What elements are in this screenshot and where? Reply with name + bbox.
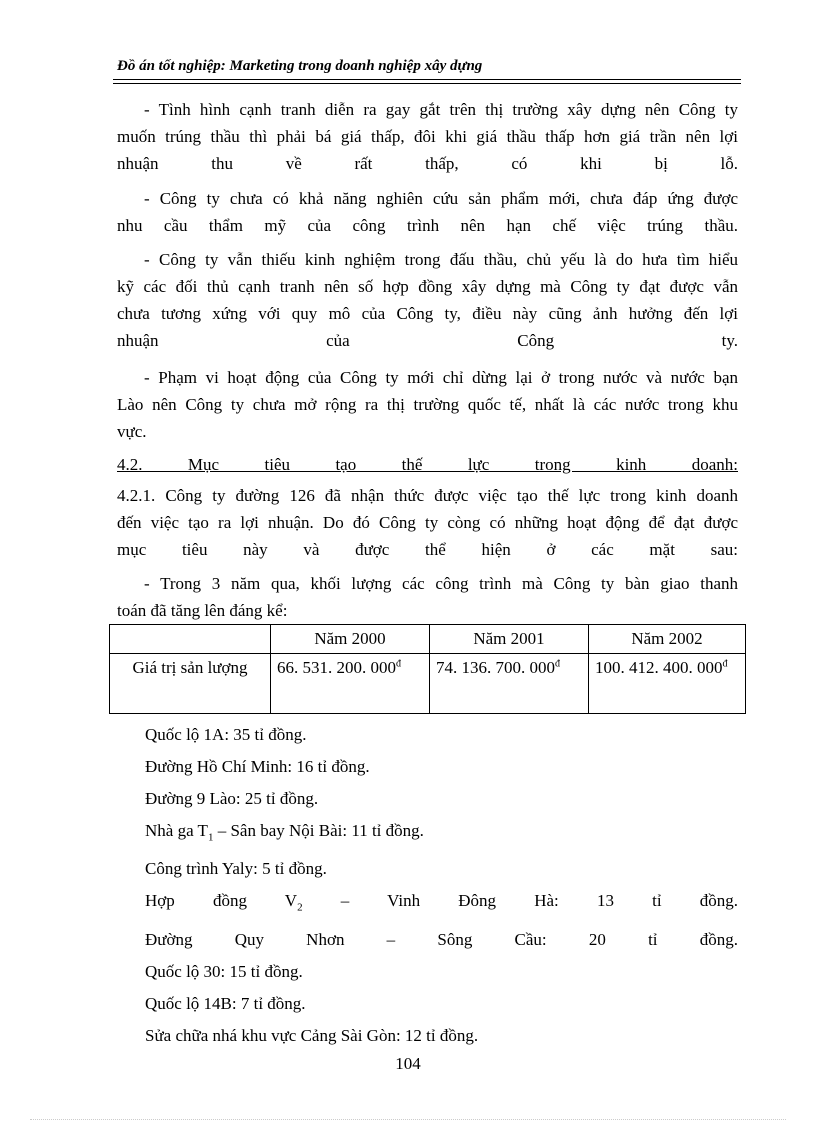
currency-symbol: đ — [555, 658, 560, 670]
header-rule — [113, 79, 741, 80]
subscript: 2 — [297, 901, 303, 914]
list-item-text: Nhà ga T — [145, 821, 208, 840]
running-header: Đồ án tốt nghiệp: Marketing trong doanh nghiệp xây dựng — [117, 58, 483, 74]
text-line: Lào nên Công ty chưa mở rộng ra thị trường quốc tế, nhất là các nước trong khu — [117, 395, 738, 414]
list-item-text: – Sân bay Nội Bài: 11 tỉ đồng. — [213, 821, 424, 840]
text-line: muốn trúng thầu thì phải bá giá thấp, đôi khi giá thầu thấp hơn giá trần nên lợi — [117, 127, 738, 146]
text-line: - Công ty vẫn thiếu kinh nghiệm trong đấu thầu, chủ yếu là do hưa tìm hiểu — [144, 250, 738, 269]
list-item: Quốc lộ 14B: 7 tỉ đồng. — [145, 993, 306, 1013]
value-2000: 66. 531. 200. 000 — [277, 658, 396, 677]
section-heading — [117, 451, 738, 478]
table-header-row — [110, 625, 746, 654]
table-header-cell: Năm 2002 — [589, 625, 746, 654]
table-row — [110, 654, 746, 714]
paragraph-scope — [117, 364, 738, 445]
text-line: - Tình hình cạnh tranh diễn ra gay gắt trên thị trường xây dựng nên Công ty — [144, 100, 738, 119]
list-item: Đường Hồ Chí Minh: 16 tỉ đồng. — [145, 757, 370, 776]
list-item: Quốc lộ 30: 15 tỉ đồng. — [145, 961, 303, 981]
list-item: Quốc lộ 1A: 35 tỉ đồng. — [145, 725, 307, 744]
text-line: mục tiêu này và được thể hiện ở các mặt sau: — [117, 540, 738, 559]
paragraph-experience — [117, 246, 738, 354]
list-item-text: Hợp đồng V — [145, 891, 298, 911]
table-row-label: Giá trị sản lượng — [110, 654, 271, 714]
value-2001: 74. 136. 700. 000 — [436, 658, 555, 677]
text-line: 4.2.1. Công ty đường 126 đã nhận thức được việc tạo thế lực trong kinh doanh — [117, 486, 738, 505]
list-item — [145, 815, 738, 853]
table-header-cell: Năm 2001 — [430, 625, 589, 654]
text-line: nhuận của Công ty. — [117, 331, 738, 350]
list-item: Đường Quy Nhơn – Sông Cầu: 20 tỉ đồng. — [145, 929, 738, 949]
list-item: Sửa chữa nhá khu vực Cảng Sài Gòn: 12 tỉ đồng. — [145, 1025, 479, 1045]
table-cell — [271, 654, 430, 714]
text-line: - Trong 3 năm qua, khối lượng các công trình mà Công ty bàn giao thanh — [144, 574, 738, 593]
table-header-cell: Năm 2000 — [271, 625, 430, 654]
currency-symbol: đ — [396, 658, 401, 670]
text-line: - Công ty chưa có khả năng nghiên cứu sản phẩm mới, chưa đáp ứng được — [144, 189, 738, 208]
table-cell — [430, 654, 589, 714]
list-item: Đường 9 Lào: 25 tỉ đồng. — [145, 789, 319, 808]
table-header-cell — [110, 625, 271, 654]
header-rule-double — [113, 83, 741, 84]
list-item: Công trình Yaly: 5 tỉ đồng. — [145, 859, 327, 879]
paragraph-volume — [117, 570, 738, 624]
paragraph-goals — [117, 482, 738, 563]
text-line: kỹ các đối thủ cạnh tranh nên số hợp đồng xây dựng mà Công ty đạt được vẫn — [117, 277, 738, 296]
text-line: vực. — [117, 422, 147, 441]
subscript: 1 — [207, 831, 214, 844]
section-heading-text: 4.2. Mục tiêu tạo thế lực trong kinh doanh: — [117, 455, 738, 474]
project-list — [145, 719, 738, 1052]
list-item — [145, 885, 738, 923]
page-number: 104 — [395, 1054, 421, 1073]
table-cell — [589, 654, 746, 714]
paragraph-research — [117, 185, 738, 239]
value-2002: 100. 412. 400. 000 — [595, 658, 723, 677]
text-line: toán đã tăng lên đáng kể: — [117, 601, 288, 620]
text-line: nhu cầu thẩm mỹ của công trình nên hạn chế việc trúng thầu. — [117, 216, 738, 235]
page-bottom-border — [30, 1119, 786, 1120]
output-value-table — [109, 624, 746, 714]
list-item-text: – Vinh Đông Hà: 13 tỉ đồng. — [302, 891, 738, 911]
text-line: chưa tương xứng với quy mô của Công ty, điều này cũng ảnh hưởng đến lợi — [117, 304, 738, 323]
text-line: đến việc tạo ra lợi nhuận. Do đó Công ty còng có những hoạt động để đạt được — [117, 513, 738, 532]
currency-symbol: đ — [722, 658, 728, 670]
text-line: - Phạm vi hoạt động của Công ty mới chỉ dừng lại ở trong nước và nước bạn — [144, 368, 738, 387]
text-line: nhuận thu về rất thấp, có khi bị lỗ. — [117, 154, 738, 173]
paragraph-competition — [117, 96, 738, 177]
